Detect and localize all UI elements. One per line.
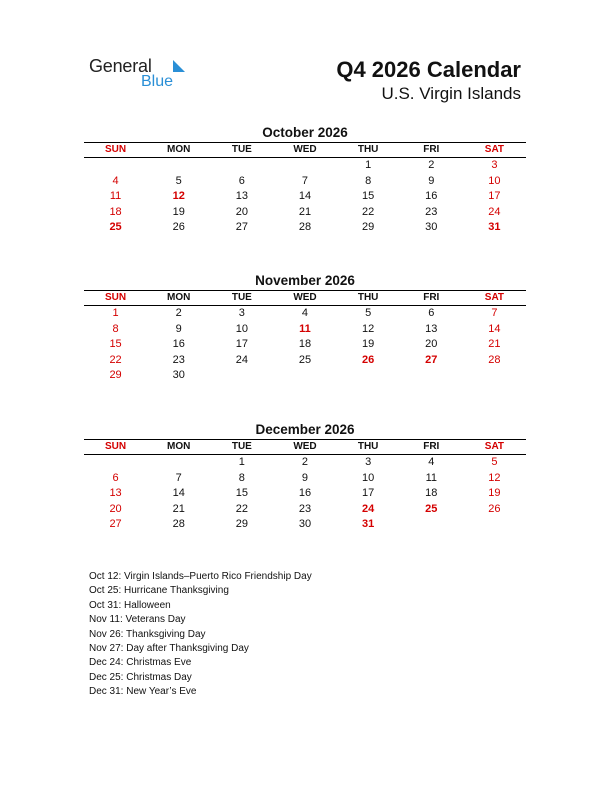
week-row <box>84 455 526 471</box>
week-row <box>84 158 526 174</box>
day-cell: 9 <box>301 471 309 484</box>
day-cell: 14 <box>298 190 312 203</box>
day-cell: 3 <box>365 456 372 468</box>
day-cell: 10 <box>235 322 248 335</box>
month-calendar <box>84 421 526 533</box>
day-cell: 29 <box>235 518 248 531</box>
holiday-note: Nov 11: Veterans Day <box>89 614 186 626</box>
day-cell: 7 <box>301 174 309 187</box>
week-row <box>84 189 526 205</box>
day-cell: 23 <box>172 353 185 366</box>
day-cell: 9 <box>428 174 435 187</box>
day-cell: 1 <box>112 307 119 319</box>
weekday-label: SAT <box>484 144 505 155</box>
day-cell: 18 <box>109 205 122 218</box>
empty-day-cell <box>147 158 210 174</box>
week-row <box>84 205 526 221</box>
empty-day-cell <box>273 368 336 384</box>
day-cell: 30 <box>298 518 312 531</box>
day-cell: 1 <box>238 456 245 468</box>
weekday-label: FRI <box>423 441 440 452</box>
empty-day-cell <box>210 368 273 384</box>
day-cell: 12 <box>172 190 185 203</box>
weekday-label: MON <box>167 441 191 452</box>
day-cell: 9 <box>175 322 182 335</box>
weekday-header <box>84 291 526 305</box>
day-cell: 16 <box>425 190 438 203</box>
weekday-label: TUE <box>231 292 252 303</box>
week-row <box>84 471 526 487</box>
day-cell: 10 <box>488 174 501 187</box>
weekday-label: TUE <box>231 144 252 155</box>
day-cell: 30 <box>425 221 438 234</box>
day-cell: 24 <box>235 353 248 366</box>
empty-day-cell <box>337 368 400 384</box>
day-cell: 23 <box>425 205 438 218</box>
logo-text-general: General <box>89 56 152 76</box>
page-title: Q4 2026 Calendar <box>336 57 521 82</box>
weekday-label: SUN <box>105 292 127 303</box>
day-cell: 13 <box>425 322 438 335</box>
week-row <box>84 337 526 353</box>
day-cell: 24 <box>362 502 375 515</box>
day-cell: 29 <box>109 369 122 382</box>
day-cell: 20 <box>235 205 248 218</box>
empty-day-cell <box>463 368 526 384</box>
month-title: October 2026 <box>262 125 348 140</box>
week-row <box>84 502 526 518</box>
holiday-note: Dec 25: Christmas Day <box>89 671 192 683</box>
week-row <box>84 306 526 322</box>
empty-day-cell <box>463 517 526 533</box>
day-cell: 30 <box>172 369 185 382</box>
day-cell: 17 <box>235 338 248 351</box>
holiday-note: Nov 27: Day after Thanksgiving Day <box>89 643 249 655</box>
holiday-note: Nov 26: Thanksgiving Day <box>89 628 206 640</box>
day-cell: 4 <box>301 307 309 319</box>
empty-day-cell <box>84 158 147 174</box>
logo-flag-icon <box>173 60 185 72</box>
week-row <box>84 517 526 533</box>
weekday-label: MON <box>167 144 191 155</box>
weekday-label: SAT <box>484 292 505 303</box>
day-cell: 18 <box>425 487 438 500</box>
day-cell: 29 <box>362 221 375 234</box>
day-cell: 17 <box>488 190 501 203</box>
day-cell: 25 <box>109 221 122 234</box>
week-row <box>84 322 526 338</box>
empty-day-cell <box>147 455 210 471</box>
day-cell: 4 <box>428 456 435 468</box>
day-cell: 23 <box>298 502 312 515</box>
day-cell: 14 <box>172 487 185 500</box>
day-cell: 22 <box>109 353 122 366</box>
weekday-label: WED <box>293 292 317 303</box>
week-row <box>84 368 526 384</box>
week-row <box>84 353 526 369</box>
day-cell: 7 <box>491 307 498 319</box>
day-cell: 8 <box>365 174 372 187</box>
day-cell: 13 <box>109 487 122 500</box>
day-cell: 1 <box>365 159 372 171</box>
day-cell: 20 <box>425 338 438 351</box>
day-cell: 11 <box>425 471 437 484</box>
day-cell: 4 <box>112 174 119 187</box>
month-calendar <box>84 272 526 384</box>
weekday-label: THU <box>357 144 379 155</box>
day-cell: 3 <box>238 307 245 319</box>
day-cell: 15 <box>235 487 248 500</box>
logo-text-blue: Blue <box>141 73 174 90</box>
day-cell: 27 <box>425 353 438 366</box>
day-cell: 19 <box>488 487 501 500</box>
day-cell: 5 <box>491 456 498 468</box>
day-cell: 20 <box>109 502 122 515</box>
day-cell: 7 <box>175 471 182 484</box>
week-row <box>84 174 526 190</box>
weekday-label: MON <box>167 292 191 303</box>
weekday-label: TUE <box>231 441 252 452</box>
day-cell: 3 <box>491 159 498 171</box>
holiday-note: Oct 31: Halloween <box>89 599 171 611</box>
day-cell: 6 <box>428 307 435 319</box>
weekday-label: SUN <box>105 441 127 452</box>
empty-day-cell <box>210 158 273 174</box>
holiday-list <box>89 570 312 700</box>
day-cell: 25 <box>425 502 438 515</box>
day-cell: 22 <box>362 205 375 218</box>
day-cell: 2 <box>175 307 182 319</box>
weekday-label: SAT <box>484 441 505 452</box>
day-cell: 26 <box>488 502 501 515</box>
day-cell: 31 <box>488 221 501 234</box>
day-cell: 2 <box>301 456 309 468</box>
weekday-label: THU <box>357 441 379 452</box>
day-cell: 11 <box>299 322 311 335</box>
holiday-note: Oct 25: Hurricane Thanksgiving <box>89 585 229 597</box>
weekday-header <box>84 440 526 454</box>
day-cell: 26 <box>362 353 375 366</box>
day-cell: 26 <box>172 221 185 234</box>
day-cell: 28 <box>298 221 312 234</box>
weekday-label: WED <box>293 144 317 155</box>
week-row <box>84 486 526 502</box>
weekday-label: THU <box>357 292 379 303</box>
day-cell: 14 <box>488 322 501 335</box>
day-cell: 12 <box>362 322 375 335</box>
day-cell: 27 <box>109 518 122 531</box>
generalblue-logo <box>89 56 199 96</box>
empty-day-cell <box>273 158 336 174</box>
weekday-label: SUN <box>105 144 127 155</box>
day-cell: 18 <box>298 338 312 351</box>
holiday-note: Oct 12: Virgin Islands–Puerto Rico Friendship Day <box>89 571 312 582</box>
day-cell: 21 <box>298 205 312 218</box>
weekday-label: WED <box>293 441 317 452</box>
weekday-label: FRI <box>423 144 440 155</box>
day-cell: 28 <box>172 518 185 531</box>
month-calendar <box>84 124 526 236</box>
day-cell: 28 <box>488 353 501 366</box>
day-cell: 5 <box>365 307 372 319</box>
day-cell: 31 <box>362 518 375 531</box>
day-cell: 15 <box>362 190 375 203</box>
day-cell: 21 <box>172 502 185 515</box>
day-cell: 11 <box>109 190 122 203</box>
day-cell: 5 <box>175 174 182 187</box>
day-cell: 12 <box>488 471 501 484</box>
day-cell: 13 <box>235 190 248 203</box>
day-cell: 16 <box>298 487 312 500</box>
day-cell: 15 <box>109 338 122 351</box>
day-cell: 8 <box>112 322 119 335</box>
day-cell: 16 <box>172 338 185 351</box>
holiday-note: Dec 24: Christmas Eve <box>89 657 192 669</box>
page-subtitle: U.S. Virgin Islands <box>381 84 521 103</box>
day-cell: 6 <box>238 174 245 187</box>
month-title: December 2026 <box>255 422 355 437</box>
holiday-note: Dec 31: New Year’s Eve <box>89 686 197 698</box>
day-cell: 19 <box>172 205 185 218</box>
day-cell: 24 <box>488 205 501 218</box>
day-cell: 22 <box>235 502 248 515</box>
weekday-label: FRI <box>423 292 440 303</box>
day-cell: 25 <box>298 353 312 366</box>
day-cell: 6 <box>112 471 119 484</box>
day-cell: 10 <box>362 471 375 484</box>
day-cell: 19 <box>362 338 375 351</box>
empty-day-cell <box>400 368 463 384</box>
day-cell: 8 <box>238 471 245 484</box>
month-title: November 2026 <box>255 273 355 288</box>
empty-day-cell <box>400 517 463 533</box>
day-cell: 27 <box>235 221 248 234</box>
day-cell: 21 <box>488 338 501 351</box>
day-cell: 17 <box>362 487 375 500</box>
week-row <box>84 220 526 236</box>
day-cell: 2 <box>428 159 435 171</box>
weekday-header <box>84 143 526 157</box>
empty-day-cell <box>84 455 147 471</box>
